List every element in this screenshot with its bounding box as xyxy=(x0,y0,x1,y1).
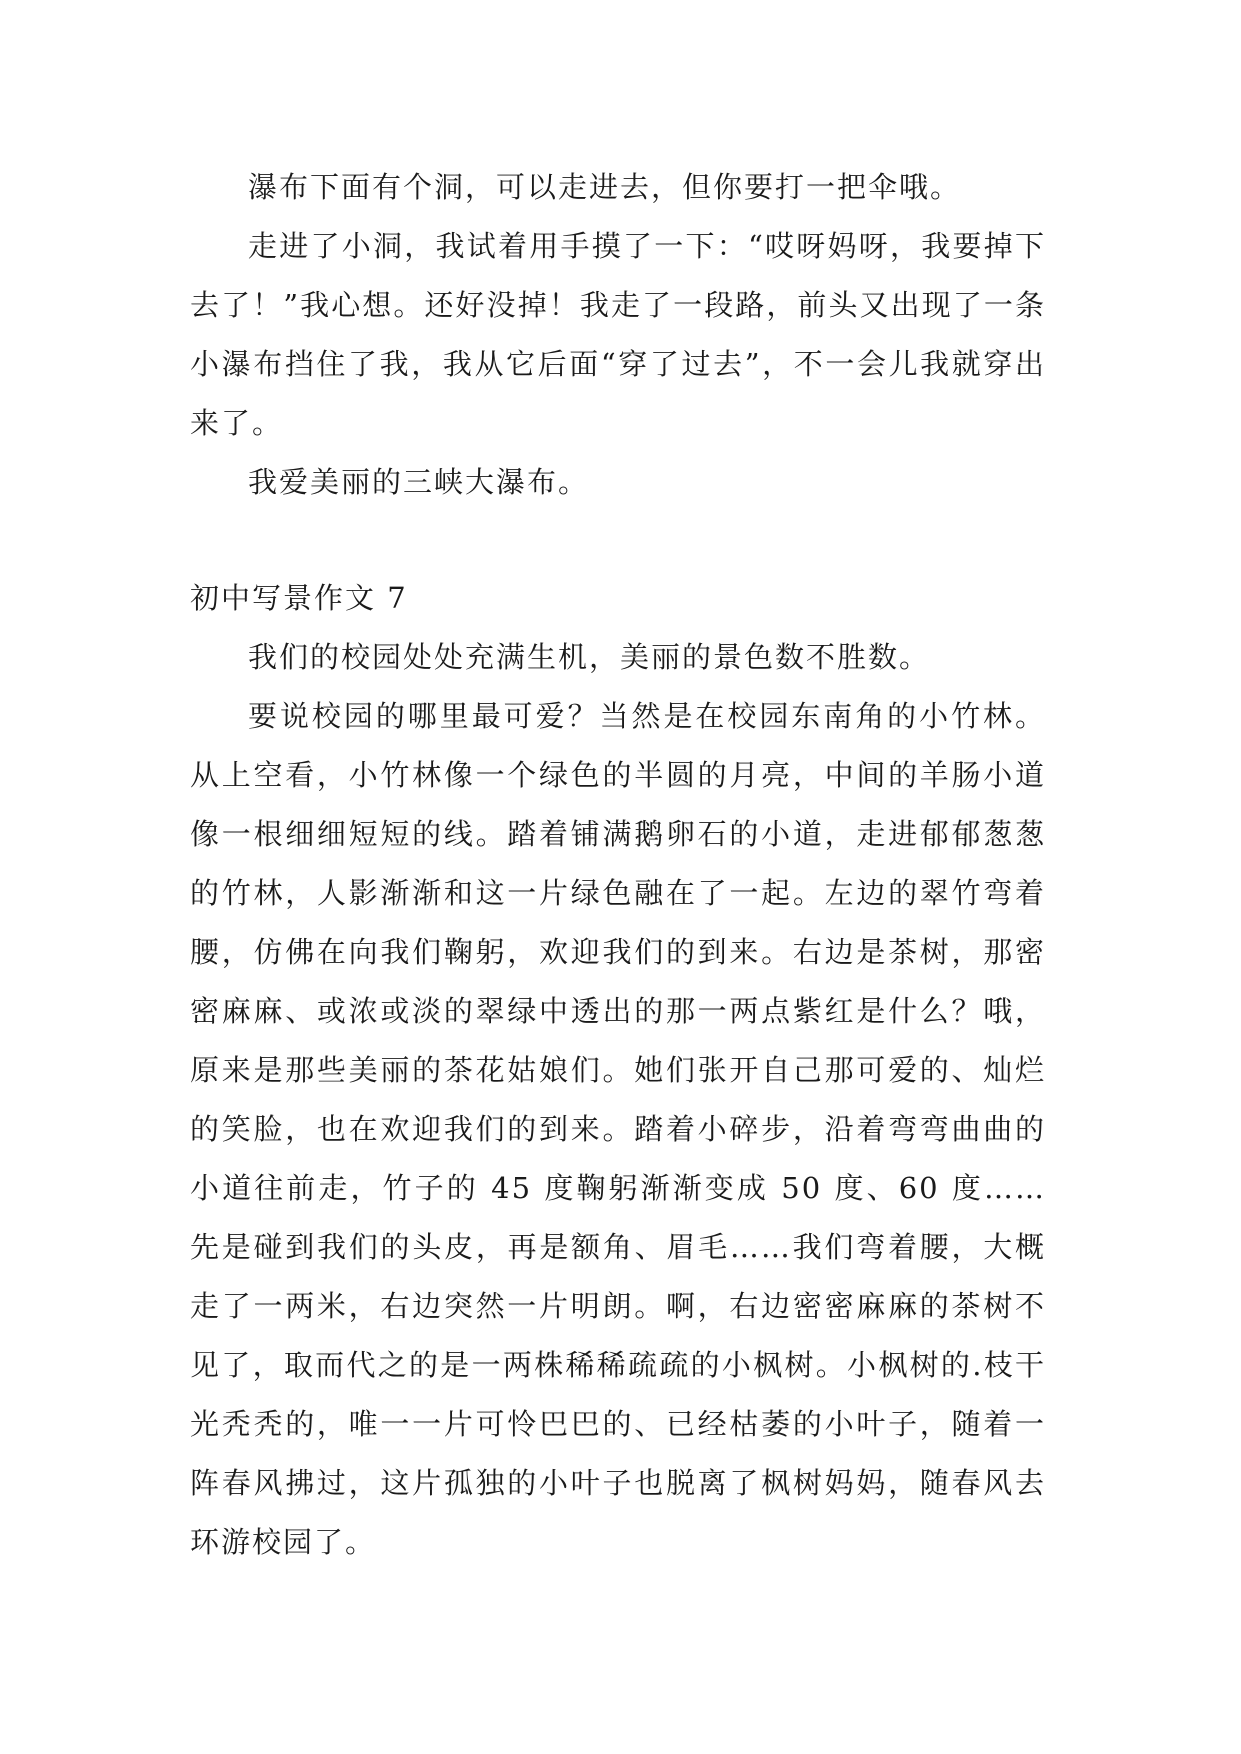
paragraph: 我爱美丽的三峡大瀑布。 xyxy=(248,465,590,499)
essay-continuation xyxy=(190,158,1046,512)
paragraph: 我们的校园处处充满生机，美丽的景色数不胜数。 xyxy=(248,640,931,674)
paragraph: 要说校园的哪里最可爱？当然是在校园东南角的小竹林。从上空看，小竹林像一个绿色的半圆的月亮，中间的羊肠小道像一根细细短短的线。踏着铺满鹅卵石的小道，走进郁郁葱葱的竹林，人影渐渐和这一片绿色融在了一起。左边的翠竹弯着腰，仿佛在向我们鞠躬，欢迎我们的到来。右边是茶树，那密密麻麻、或浓或淡的翠绿中透出的那一两点紫红是什么？哦，原来是那些美丽的茶花姑娘们。她们张开自己那可爱的、灿烂的笑脸，也在欢迎我们的到来。踏着小碎步，沿着弯弯曲曲的小道往前走，竹子的 45 度鞠躬渐渐变成 50 度、60 度……先是碰到我们的头皮，再是额角、眉毛……我们弯着腰，大概走了一两米，右边突然一片明朗。啊，右边密密麻麻的茶树不见了，取而代之的是一两株稀稀疏疏的小枫树。小枫树的.枝干光秃秃的，唯一一片可怜巴巴的、已经枯萎的小叶子，随着一阵春风拂过，这片孤独的小叶子也脱离了枫树妈妈，随春风去环游校园了。 xyxy=(190,699,1046,1559)
section-heading: 初中写景作文 7 xyxy=(190,581,408,615)
essay-body xyxy=(190,628,1046,1572)
paragraph: 走进了小洞，我试着用手摸了一下：“哎呀妈呀，我要掉下去了！”我心想。还好没掉！我走了一段路，前头又出现了一条小瀑布挡住了我，我从它后面“穿了过去”，不一会儿我就穿出来了。 xyxy=(190,229,1046,440)
paragraph: 瀑布下面有个洞，可以走进去，但你要打一把伞哦。 xyxy=(248,170,962,204)
